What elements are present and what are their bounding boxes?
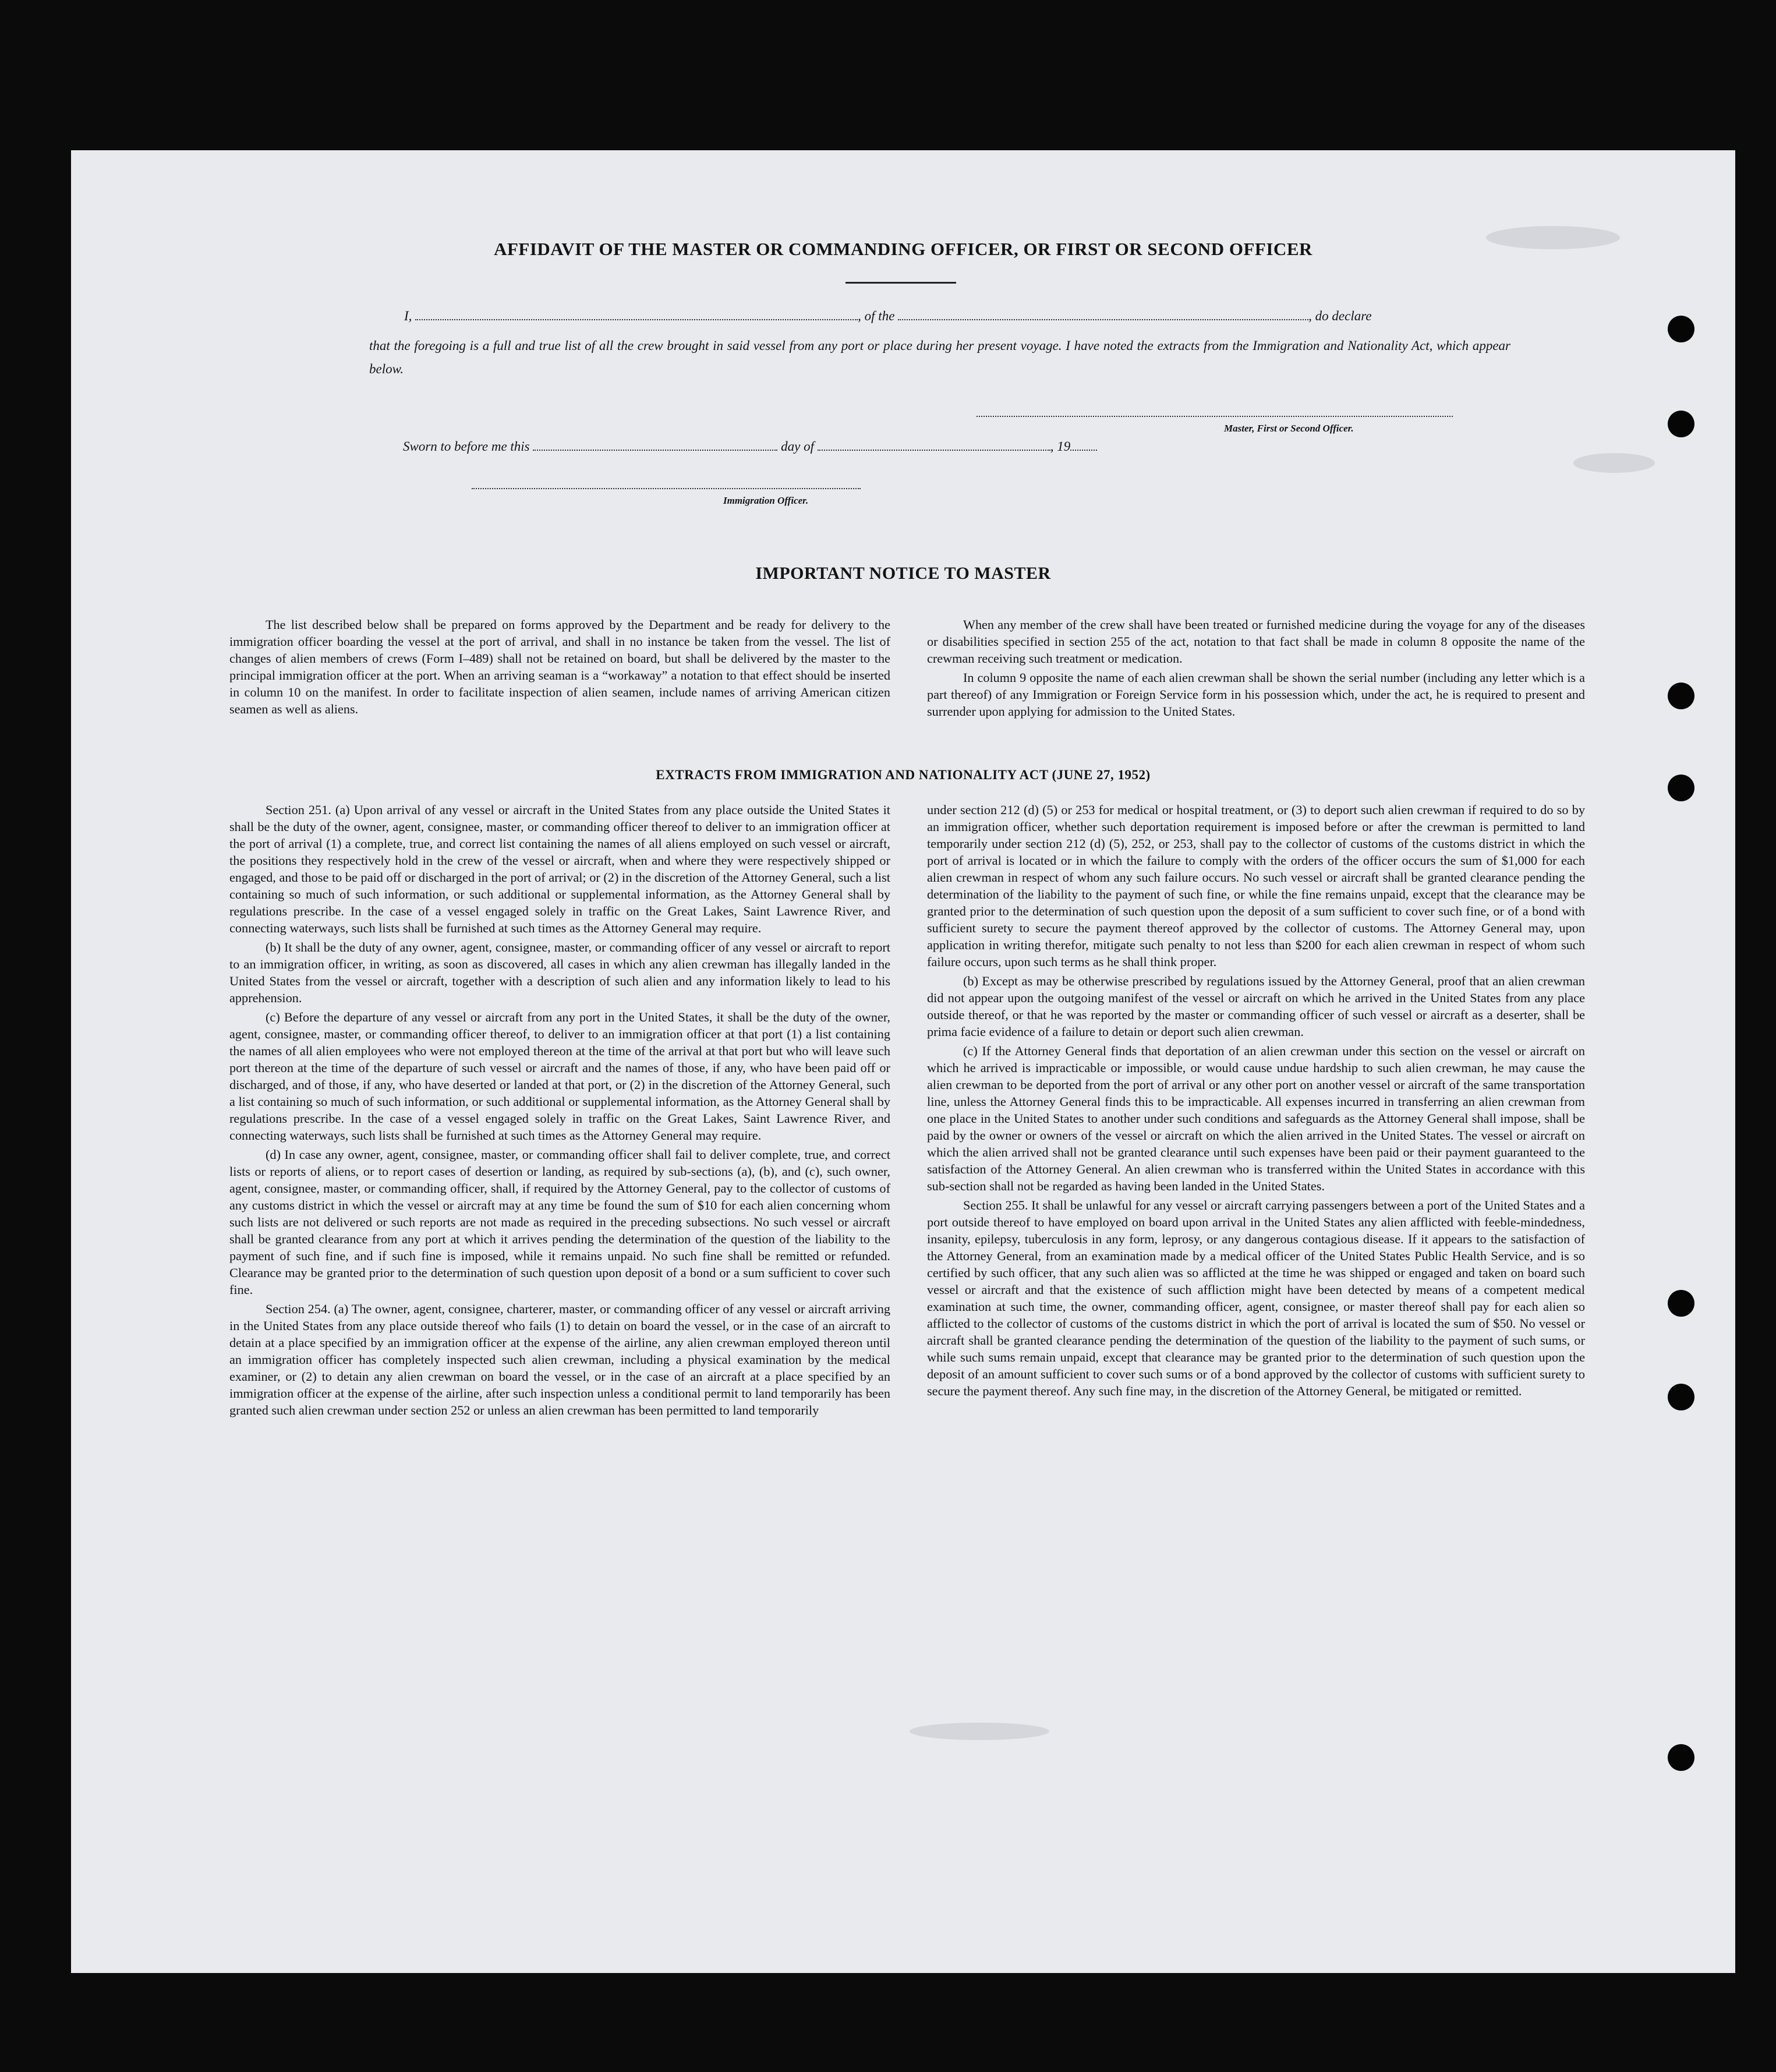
master-signature-label: Master, First or Second Officer. — [1224, 423, 1354, 434]
declaration-text: that the foregoing is a full and true list of all the crew brought in said vessel from any port or place during her present voyage. I have noted the extracts from the Immigration and Nationality Act, which appear below. — [369, 338, 1510, 376]
extracts-title: EXTRACTS FROM IMMIGRATION AND NATIONALITY ACT (JUNE 27, 1952) — [656, 768, 1151, 782]
binder-hole — [1668, 775, 1694, 801]
section-254-b: (b) Except as may be otherwise prescribed by regulations issued by the Attorney General, proof that an alien crewman did not appear upon the outgoing manifest of the vessel or aircraft on which he arrived in the United States from any place outside thereof, or that he was reported by the master or commanding officer of such vessel or aircraft as a deserter, shall be prima facie evidence of a failure to detain or deport such alien crewman. — [927, 974, 1585, 1039]
section-254-a-continued: under section 212 (d) (5) or 253 for medical or hospital treatment, or (3) to deport such alien crewman if required to do so by an immigration officer, whether such deportation requirement is imposed before or after the crewman is permitted to land temporarily under section 212 (d) (5), 252, or 253, shall pay to the collector of customs of the customs district in which the port of arrival is located or in which the failure to comply with the orders of the officer occurs the sum of $1,000 for each alien crewman in respect of whom any such failure occurs. No such vessel or aircraft shall be granted clearance pending the determination of the liability to the payment of such fine, or while the fine remains unpaid, except that the clearance may be granted prior to the determination of such question upon the deposit of a sum sufficient to cover such fine, or of a bond with sufficient surety to secure the payment thereof approved by the collector of customs. The Attorney General may, upon application in writing therefor, mitigate such penalty to not less than $200 for each alien crewman in respect of whom such failure occurs, upon such terms as he shall think proper. — [927, 802, 1585, 969]
i-label: I, — [404, 309, 412, 323]
section-254-c: (c) If the Attorney General finds that deportation of an alien crewman under this section on the vessel or aircraft on which he arrived is impracticable or impossible, or would cause undue hardship to such alien crewman, he may cause the alien crewman to be deported from the port of arrival or any other port on another vessel or aircraft of the same transportation line, unless the Attorney General finds this to be impracticable. All expenses incurred in transferring an alien crewman from one place in the United States to another under such conditions and safeguards as the Attorney General shall impose, shall be paid by the owner or owners of the vessel or aircraft on which the alien arrived in the United States. The vessel or aircraft on which the alien arrived shall not be granted clearance until such expenses have been paid or their payment guaranteed to the satisfaction of the Attorney General. An alien crewman who is transferred within the United States in accordance with this sub-section shall not be regarded as having been landed in the United States. — [927, 1044, 1585, 1193]
section-251-d: (d) In case any owner, agent, consignee, master, or commanding officer shall fail to deliver complete, true, and correct lists or reports of aliens, or to report cases of desertion or landing, as required by sub-sections (a), (b), and (c), such owner, agent, consignee, master, or commanding officer, shall, if required by the Attorney General, pay to the collector of customs of any customs district in which the vessel or aircraft may at any time be found the sum of $10 for each alien concerning whom such lists are not delivered or such reports are not made as required in the preceding subsections. No such vessel or aircraft shall be granted clearance from any port at which it arrives pending the determination of the question of the liability to the payment of such fine, and if such fine is imposed, while it remains unpaid. No such fine shall be remitted or refunded. Clearance may be granted prior to the determination of such question upon deposit of a bond or a sum sufficient to cover such fine. — [229, 1147, 890, 1297]
affidavit-title: AFFIDAVIT OF THE MASTER OR COMMANDING OFFICER, OR FIRST OR SECOND OFFICER — [494, 239, 1312, 259]
officer-signature-line[interactable] — [472, 488, 861, 489]
vessel-blank[interactable] — [898, 316, 1308, 320]
binder-hole — [1668, 1744, 1694, 1771]
year-label: , 19 — [1050, 439, 1071, 454]
extracts-right-column — [927, 801, 1585, 1402]
binder-hole — [1668, 683, 1694, 709]
title-divider — [845, 282, 956, 284]
section-251-b: (b) It shall be the duty of any owner, agent, consignee, master, or commanding officer of any vessel or aircraft to report to an immigration officer, in writing, as soon as discovered, all cases in which any alien crewman has illegally landed in the United States from the vessel or aircraft, together with a description of such alien and any information likely to lead to his apprehension. — [229, 940, 890, 1005]
binder-hole — [1668, 316, 1694, 342]
notice-paragraph: When any member of the crew shall have been treated or furnished medicine during the voyage for any of the diseases or disabilities specified in section 255 of the act, notation to that fact shall be made in column 8 opposite the name of the crewman receiving such treatment or medication. — [927, 617, 1585, 666]
master-signature-line[interactable] — [977, 416, 1453, 417]
sworn-year-blank[interactable] — [1070, 446, 1097, 451]
section-251-a: Section 251. (a) Upon arrival of any vessel or aircraft in the United States from any place outside the United States it shall be the duty of the owner, agent, consignee, master, or commanding officer thereof to deliver to an immigration officer at the port of arrival (1) a complete, true, and correct list containing the names of all aliens employed on such vessel or aircraft, the positions they respectively hold in the crew of the vessel or aircraft, when and where they were respectively shipped or engaged, and those to be paid off or discharged in the port of arrival; or (2) in the discretion of the Attorney General, such a list containing so much of such information, or such additional or supplemental information, as the Attorney General shall by regulations prescribe. In the case of a vessel engaged solely in traffic on the Great Lakes, Saint Lawrence River, and connecting waterways, such lists shall be furnished at such times as the Attorney General may require. — [229, 802, 890, 935]
section-251-c: (c) Before the departure of any vessel or aircraft from any port in the United States, it shall be the duty of the owner, agent, consignee, master, or commanding officer thereof, to deliver to an immigration officer at that port (1) a list containing the names of all alien employees who were not employed thereon at the time of the arrival at that port but who will leave such port thereon at the time of the departure of such vessel or aircraft and the names of those, if any, who have been paid off or discharged, and of those, if any, who have deserted or landed at that port, or (2) in the discretion of the Attorney General, such a list containing so much of such information, or such additional or supplemental information, as the Attorney General shall by regulations prescribe. In the case of a vessel engaged solely in traffic on the Great Lakes, Saint Lawrence River, and connecting waterways, such lists shall be furnished at such times as the Attorney General may require. — [229, 1010, 890, 1143]
bleed-through-mark — [1573, 453, 1655, 473]
notice-right-column — [927, 616, 1585, 722]
section-254-a: Section 254. (a) The owner, agent, consignee, charterer, master, or commanding officer of any vessel or aircraft arriving in the United States from any place outside thereof who fails (1) to detain on board the vessel, or in the case of an aircraft to detain at a place specified by an immigration officer at the expense of the airline, any alien crewman employed thereon until an immigration officer has completely inspected such alien crewman, including a physical examination by the medical examiner, or (2) to detain any alien crewman on board the vessel, or in the case of an aircraft at a place specified by an immigration officer at the expense of the airline, after such inspection unless a conditional permit to land temporarily has been granted such alien crewman under section 252 or unless an alien crewman has been permitted to land temporarily — [229, 1302, 890, 1417]
sworn-line — [403, 439, 1097, 454]
name-blank[interactable] — [415, 316, 858, 320]
section-255: Section 255. It shall be unlawful for any vessel or aircraft carrying passengers between a port of the United States and a port outside thereof to have employed on board upon arrival in the United States any alien afflicted with feeble-mindedness, insanity, epilepsy, tuberculosis in any form, leprosy, or any dangerous contagious disease. If it appears to the satisfaction of the Attorney General, from an examination made by a medical officer of the United States Public Health Service, and is so certified by such officer, that any such alien was so afflicted at the time he was shipped or engaged and taken on board such vessel or aircraft and that the existence of such affliction might have been detected by means of a competent medical examination at such time, the owner, commanding officer, agent, consignee, or master thereof shall pay for each alien so afflicted to the collector of customs of the customs district in which the port of arrival is located the sum of $50. No vessel or aircraft shall be granted clearance pending the determination of the question of the liability to the payment of such sums, or while such sums remain unpaid, except that clearance may be granted prior to the determination of such question upon the deposit of an amount sufficient to cover such sums or of a bond approved by the collector of customs with sufficient surety to secure the payment thereof. Any such fine may, in the discretion of the Attorney General, be mitigated or remitted. — [927, 1198, 1585, 1398]
officer-signature-label: Immigration Officer. — [723, 495, 809, 506]
extracts-left-column — [229, 801, 890, 1421]
declarant-line — [404, 309, 1510, 324]
notice-paragraph: The list described below shall be prepared on forms approved by the Department and be ready for delivery to the immigration officer boarding the vessel at the port of arrival, and shall in no instance be taken from the vessel. The list of changes of alien members of crews (Form I–489) shall not be retained on board, but shall be delivered by the master to the principal immigration officer at the port. When an arriving seaman is a “workaway” a notation to that effect should be inserted in column 10 on the manifest. In order to facilitate inspection of alien seamen, include names of arriving American citizen seamen as well as aliens. — [229, 617, 890, 716]
notice-paragraph: In column 9 opposite the name of each alien crewman shall be shown the serial number (including any letter which is a part thereof) of any Immigration or Foreign Service form in his possession which, under the act, he is required to present and surrender upon applying for admission to the United States. — [927, 670, 1585, 719]
binder-hole — [1668, 1384, 1694, 1410]
sworn-date-blank[interactable] — [533, 446, 777, 451]
notice-title: IMPORTANT NOTICE TO MASTER — [755, 564, 1051, 583]
document-page — [71, 150, 1735, 1973]
sworn-month-blank[interactable] — [818, 446, 1050, 451]
of-the-label: , of the — [858, 309, 895, 323]
day-of-label: day of — [781, 439, 814, 454]
sworn-label: Sworn to before me this — [403, 439, 530, 454]
notice-left-column — [229, 616, 890, 720]
bleed-through-mark — [910, 1723, 1049, 1740]
do-declare-label: , do declare — [1308, 309, 1372, 323]
binder-hole — [1668, 411, 1694, 437]
binder-hole — [1668, 1290, 1694, 1317]
